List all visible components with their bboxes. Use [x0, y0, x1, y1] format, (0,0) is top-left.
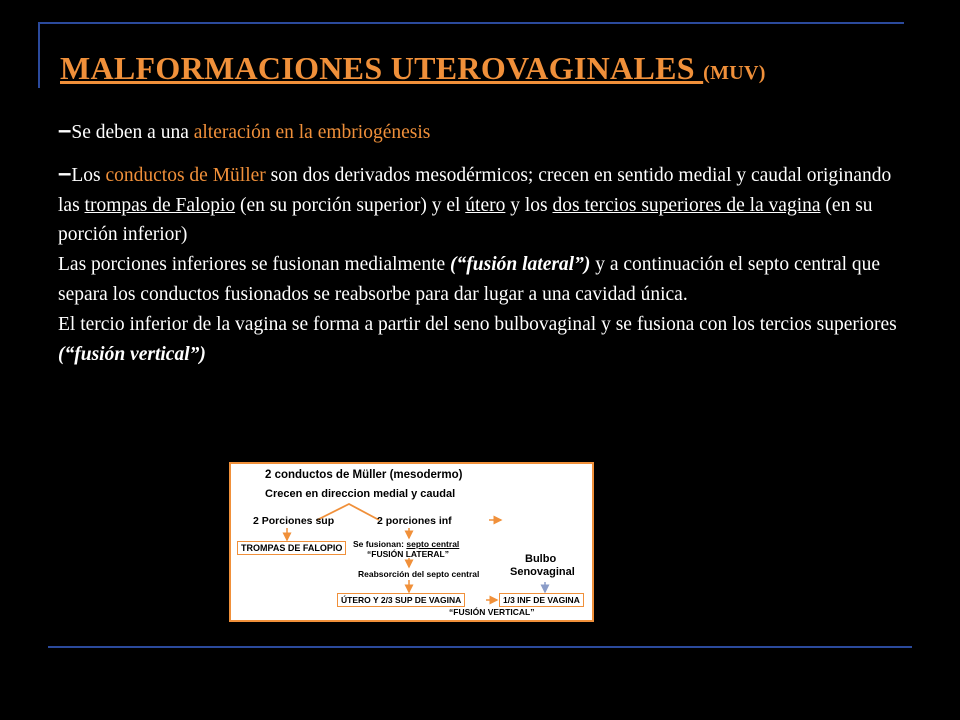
bullet-2-text-1: Los [71, 164, 106, 186]
bullet-2-text-2: son dos derivados mesodérmicos; crecen en sentido medial y caudal originando las [58, 164, 892, 216]
paragraph-4 [58, 310, 908, 370]
node-septum-text: septo central [406, 539, 460, 549]
bullet-2-underline-1: trompas de Falopio [84, 194, 236, 216]
slide-body [58, 118, 908, 369]
node-lower-portions: 2 porciones inf [377, 515, 452, 527]
bullet-2-text-5: (en su porción inferior) [58, 194, 873, 246]
node-fusion-label [353, 539, 459, 549]
node-fallopian-tubes: TROMPAS DE FALOPIO [237, 541, 346, 555]
paragraph-3-emphasis: (“fusión lateral”) [450, 254, 591, 276]
node-lateral-fusion: “FUSIÓN LATERAL” [367, 549, 450, 559]
node-septum-reabsorption: Reabsorción del septo central [358, 569, 480, 579]
title-main: MALFORMACIONES UTEROVAGINALES [60, 50, 704, 86]
bullet-2-text-3: (en su porción superior) y el [235, 194, 466, 216]
paragraph-4-text-1: El tercio inferior de la vagina se forma a partir del seno bulbovaginal y se fusiona con los tercios superiores [58, 313, 897, 335]
frame-left-line [38, 22, 40, 88]
title-abbr: (MUV) [703, 62, 766, 84]
bullet-1 [58, 118, 908, 148]
paragraph-3 [58, 250, 908, 310]
bullet-2-text-4: y los [505, 194, 553, 216]
bullet-2-underline-2: útero [465, 194, 506, 216]
slide-title [60, 50, 766, 87]
node-fusion-text: Se fusionan: [353, 539, 407, 549]
bullet-2-underline-3: dos tercios superiores de la vagina [552, 194, 821, 216]
paragraph-4-emphasis: (“fusión vertical”) [58, 343, 206, 365]
node-mullerian-ducts: 2 conductos de Müller (mesodermo) [265, 469, 463, 481]
node-vagina-lower: 1/3 INF DE VAGINA [499, 593, 584, 607]
paragraph-3-text-1: Las porciones inferiores se fusionan medialmente [58, 254, 451, 276]
bullet-dash: – [58, 159, 72, 187]
bullet-1-text: Se deben a una [71, 122, 194, 143]
frame-bottom-line [48, 646, 912, 648]
node-growth-direction: Crecen en direccion medial y caudal [265, 488, 456, 500]
node-uterus-vagina-upper: ÚTERO Y 2/3 SUP DE VAGINA [337, 593, 465, 607]
bullet-2-highlight: conductos de Müller [105, 164, 266, 186]
node-upper-portions: 2 Porciones sup [253, 515, 335, 527]
node-bulbo: Bulbo [525, 553, 557, 565]
bullet-2 [58, 161, 908, 250]
frame-top-line [38, 22, 904, 24]
node-vertical-fusion: “FUSIÓN VERTICAL” [449, 607, 535, 617]
node-senovaginal: Senovaginal [510, 566, 575, 578]
paragraph-3-text-2: y a continuación el septo central que separa los conductos fusionados se reabsorbe para dar lugar a una cavidad única. [58, 254, 881, 305]
flow-diagram [229, 462, 594, 622]
bullet-dash: – [58, 117, 72, 144]
bullet-1-highlight: alteración en la embriogénesis [193, 122, 431, 143]
